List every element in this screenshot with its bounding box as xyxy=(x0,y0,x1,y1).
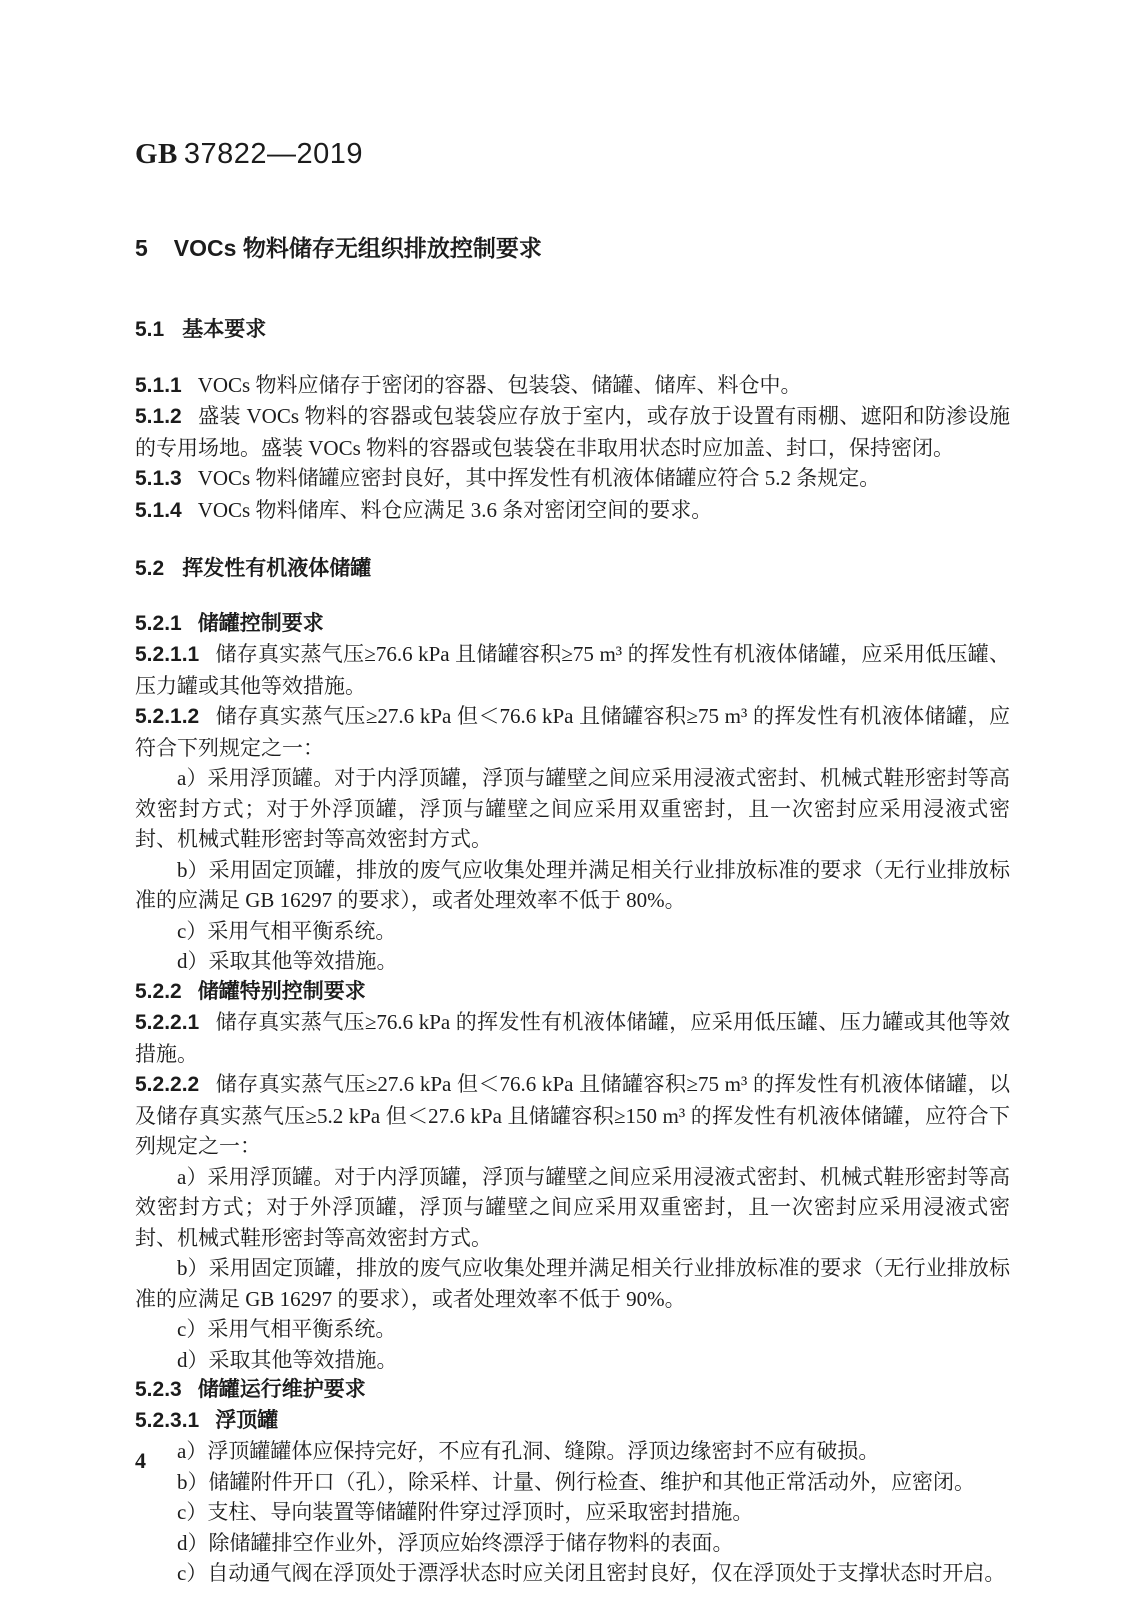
paragraph xyxy=(135,763,1010,855)
clause-text: a）采用浮顶罐。对于内浮顶罐，浮顶与罐壁之间应采用浸液式密封、机械式鞋形密封等高效密封方式；对于外浮顶罐，浮顶与罐壁之间应采用双重密封，且一次密封应采用浸液式密封、机械式鞋形密封等高效密封方式。 xyxy=(135,766,1010,851)
clause-number: 5.1 xyxy=(135,318,165,341)
paragraph xyxy=(135,1345,1010,1376)
clause-text: c）采用气相平衡系统。 xyxy=(177,1317,397,1341)
paragraph xyxy=(135,1467,1010,1498)
clause-text: d）除储罐排空作业外，浮顶应始终漂浮于储存物料的表面。 xyxy=(177,1530,734,1555)
clause-text: 储存真实蒸气压≥27.6 kPa 但＜76.6 kPa 且储罐容积≥75 m³ 的挥发性有机液体储罐，应符合下列规定之一： xyxy=(135,704,1010,760)
clause-number: 5.2.2.2 xyxy=(135,1073,200,1096)
clause-number: 5.1.3 xyxy=(135,467,182,490)
paragraph xyxy=(135,401,1010,463)
clause-number: 5.2.2 xyxy=(135,979,182,1003)
paragraph xyxy=(135,1558,1010,1589)
paragraph xyxy=(135,1314,1010,1345)
clause-text: 浮顶罐 xyxy=(215,1408,279,1432)
clause-text: VOCs 物料储罐应密封良好，其中挥发性有机液体储罐应符合 5.2 条规定。 xyxy=(197,466,881,490)
clause-text: VOCs 物料应储存于密闭的容器、包装袋、储罐、储库、料仓中。 xyxy=(197,372,802,397)
clause-text: b）采用固定顶罐，排放的废气应收集处理并满足相关行业排放标准的要求（无行业排放标准的应满足 GB 16297 的要求），或者处理效率不低于 80%。 xyxy=(135,857,1010,912)
clause-text: d）采取其他等效措施。 xyxy=(177,1347,398,1372)
clause-text: c）自动通气阀在浮顶处于漂浮状态时应关闭且密封良好，仅在浮顶处于支撑状态时开启。 xyxy=(177,1561,1006,1585)
clause-text: 挥发性有机液体储罐 xyxy=(182,557,372,580)
clause-text: 储存真实蒸气压≥27.6 kPa 但＜76.6 kPa 且储罐容积≥75 m³ 的挥发性有机液体储罐，以及储存真实蒸气压≥5.2 kPa 但＜27.6 kPa 且储罐容积≥150 m³ 的挥发性有机液体储罐，应符合下列规定之一： xyxy=(135,1072,1010,1158)
clause-number: 5.2.3.1 xyxy=(135,1408,200,1432)
section-heading xyxy=(135,609,1010,640)
paragraph xyxy=(135,855,1010,916)
clause-text: 储罐控制要求 xyxy=(197,611,324,635)
clause-text: 基本要求 xyxy=(182,318,267,341)
clause-text: 储罐特别控制要求 xyxy=(197,979,366,1003)
clause-number: 5.2.3 xyxy=(135,1378,182,1401)
page-number: 4 xyxy=(135,1448,146,1473)
clause-number: 5.2.1 xyxy=(135,611,182,635)
standard-code-header xyxy=(135,138,1010,171)
paragraph xyxy=(135,1253,1010,1314)
clause-text: 储存真实蒸气压≥76.6 kPa 的挥发性有机液体储罐，应采用低压罐、压力罐或其他等效措施。 xyxy=(135,1010,1010,1066)
clause-number: 5.2.1.1 xyxy=(135,643,200,666)
paragraph xyxy=(135,1497,1010,1528)
paragraph xyxy=(135,701,1010,763)
paragraph xyxy=(135,370,1010,402)
clause-text: VOCs 物料储库、料仓应满足 3.6 条对密闭空间的要求。 xyxy=(197,497,713,522)
clause-number: 5.1.4 xyxy=(135,498,182,522)
section-heading xyxy=(135,1406,1010,1437)
clause-text: c）支柱、导向装置等储罐附件穿过浮顶时，应采取密封措施。 xyxy=(177,1500,754,1524)
clause-text: c）采用气相平衡系统。 xyxy=(177,918,397,943)
clause-number: 5.2 xyxy=(135,557,165,580)
section-heading xyxy=(135,977,1010,1008)
paragraph xyxy=(135,639,1010,701)
standard-number: 37822—2019 xyxy=(183,138,364,170)
paragraph xyxy=(135,1528,1010,1559)
paragraph xyxy=(135,916,1010,947)
clause-text: VOCs 物料储存无组织排放控制要求 xyxy=(173,235,542,261)
clause-text: d）采取其他等效措施。 xyxy=(177,949,398,973)
clause-number: 5.2.1.2 xyxy=(135,705,200,728)
section-heading xyxy=(135,233,1010,263)
clause-text: 储罐运行维护要求 xyxy=(197,1378,366,1401)
clause-number: 5.2.2.1 xyxy=(135,1011,200,1034)
clause-text: b）储罐附件开口（孔），除采样、计量、例行检查、维护和其他正常活动外，应密闭。 xyxy=(177,1469,975,1494)
paragraph xyxy=(135,1436,1010,1467)
paragraph xyxy=(135,946,1010,977)
section-heading xyxy=(135,554,1010,585)
clause-number: 5 xyxy=(135,235,148,261)
paragraph xyxy=(135,463,1010,495)
clause-number: 5.1.1 xyxy=(135,373,182,397)
document-body xyxy=(135,233,1010,1589)
clause-number: 5.1.2 xyxy=(135,405,182,428)
section-heading xyxy=(135,315,1010,346)
clause-text: 盛装 VOCs 物料的容器或包装袋应存放于室内，或存放于设置有雨棚、遮阳和防渗设施的专用场地。盛装 VOCs 物料的容器或包装袋在非取用状态时应加盖、封口，保持密闭。 xyxy=(135,404,1010,460)
clause-text: b）采用固定顶罐，排放的废气应收集处理并满足相关行业排放标准的要求（无行业排放标准的应满足 GB 16297 的要求），或者处理效率不低于 90%。 xyxy=(135,1256,1010,1311)
paragraph xyxy=(135,1069,1010,1162)
paragraph xyxy=(135,1007,1010,1069)
paragraph xyxy=(135,1162,1010,1254)
paragraph xyxy=(135,495,1010,527)
section-heading xyxy=(135,1375,1010,1406)
clause-text: 储存真实蒸气压≥76.6 kPa 且储罐容积≥75 m³ 的挥发性有机液体储罐，应采用低压罐、压力罐或其他等效措施。 xyxy=(135,642,1010,698)
clause-text: a）采用浮顶罐。对于内浮顶罐，浮顶与罐壁之间应采用浸液式密封、机械式鞋形密封等高效密封方式；对于外浮顶罐，浮顶与罐壁之间应采用双重密封，且一次密封应采用浸液式密封、机械式鞋形密封等高效密封方式。 xyxy=(135,1164,1010,1250)
clause-text: a）浮顶罐罐体应保持完好，不应有孔洞、缝隙。浮顶边缘密封不应有破损。 xyxy=(177,1439,880,1463)
standard-prefix: GB xyxy=(135,138,178,170)
